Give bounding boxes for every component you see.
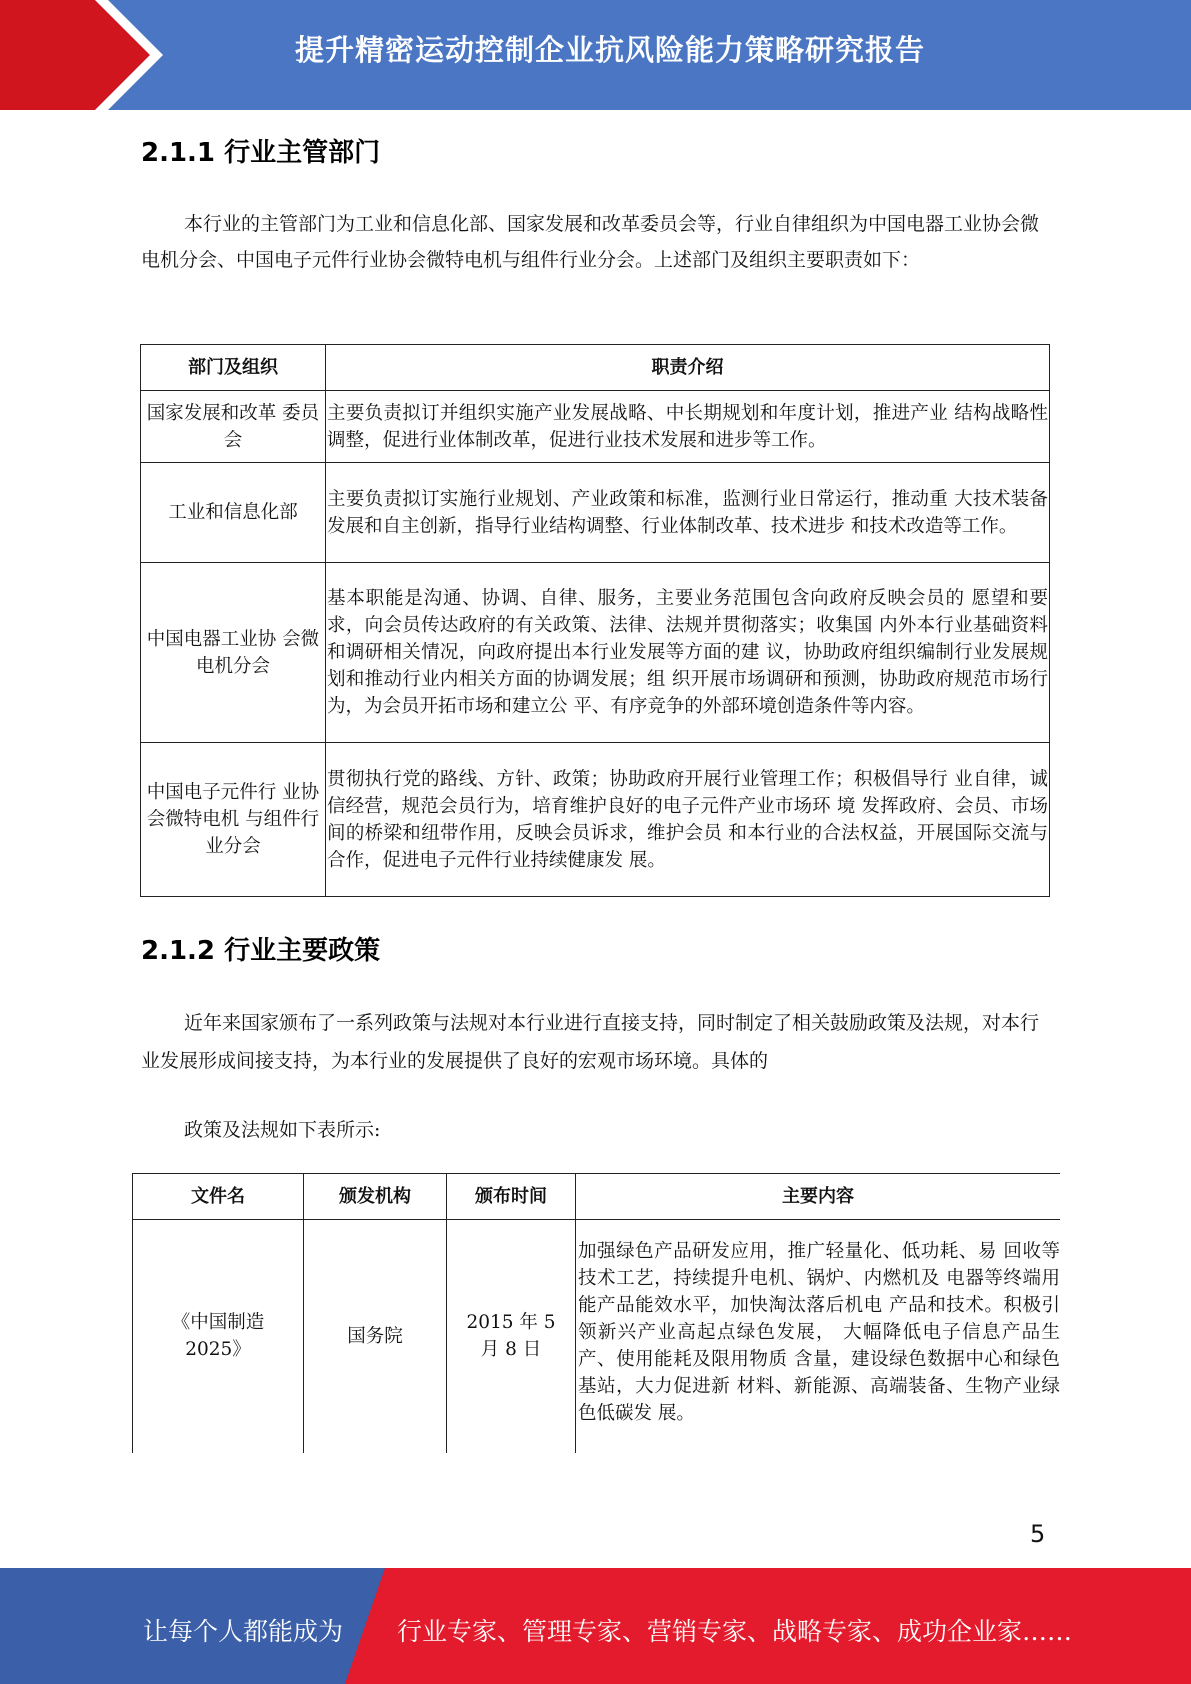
- column-header: 文件名: [133, 1174, 304, 1220]
- footer-slogan-right: 行业专家、管理专家、营销专家、战略专家、成功企业家……: [397, 1617, 1073, 1646]
- desc-cell: 主要负责拟订并组织实施产业发展战略、中长期规划和年度计划，推进产业 结构战略性调整，促进行业体制改革，促进行业技术发展和进步等工作。: [326, 391, 1050, 463]
- org-cell: 国家发展和改革 委员会: [141, 391, 326, 463]
- section2-paragraph: 近年来国家颁布了一系列政策与法规对本行业进行直接支持，同时制定了相关鼓励政策及法规，对本行业发展形成间接支持，为本行业的发展提供了良好的宏观市场环境。具体的: [141, 1012, 1040, 1072]
- table-row: [133, 1220, 1061, 1453]
- policies-table: [132, 1173, 1060, 1453]
- policy-content-cell: 加强绿色产品研发应用，推广轻量化、低功耗、易 回收等技术工艺，持续提升电机、锅炉、内燃机及 电器等终端用能产品能效水平，加快淘汰落后机电 产品和技术。积极引领新兴产业高起点绿色发展， 大幅降低电子信息产品生产、使用能耗及限用物质 含量，建设绿色数据中心和绿色基站，大力促进新 材料、新能源、高端装备、生物产业绿色低碳发 展。: [576, 1220, 1061, 1453]
- column-header: 主要内容: [576, 1174, 1061, 1220]
- header-band: [0, 0, 1191, 110]
- departments-table: [140, 344, 1050, 897]
- org-cell: 中国电子元件行 业协会微特电机 与组件行业分会: [141, 743, 326, 897]
- section-heading-2-1-2: 2.1.2 行业主要政策: [141, 936, 381, 966]
- page-number: 5: [1030, 1520, 1046, 1548]
- desc-cell: 贯彻执行党的路线、方针、政策；协助政府开展行业管理工作；积极倡导行 业自律，诚信经营，规范会员行为，培育维护良好的电子元件产业市场环 境 发挥政府、会员、市场间的桥梁和纽带作用，反映会员诉求，维护会员 和本行业的合法权益，开展国际交流与合作，促进电子元件行业持续健康发 展。: [326, 743, 1050, 897]
- column-header: 颁布时间: [447, 1174, 576, 1220]
- org-cell: 工业和信息化部: [141, 463, 326, 563]
- section-heading-2-1-1: 2.1.1 行业主管部门: [141, 138, 381, 168]
- table-row: [141, 563, 1050, 743]
- report-title: 提升精密运动控制企业抗风险能力策略研究报告: [294, 33, 925, 67]
- footer-slogan-left: 让每个人都能成为: [143, 1617, 344, 1646]
- table-header-row: [141, 345, 1050, 391]
- policy-name-cell: 《中国制造 2025》: [133, 1220, 304, 1453]
- table-row: [141, 743, 1050, 897]
- desc-cell: 基本职能是沟通、协调、自律、服务，主要业务范围包含向政府反映会员的 愿望和要求，向会员传达政府的有关政策、法律、法规并贯彻落实；收集国 内外本行业基础资料和调研相关情况，向政府提出本行业发展等方面的建 议，协助政府组织编制行业发展规划和推动行业内相关方面的协调发展；组 织开展市场调研和预测，协助政府规范市场行为，为会员开拓市场和建立公 平、有序竞争的外部环境创造条件等内容。: [326, 563, 1050, 743]
- column-header: 部门及组织: [141, 345, 326, 391]
- policy-agency-cell: 国务院: [304, 1220, 447, 1453]
- table-row: [141, 391, 1050, 463]
- org-cell: 中国电器工业协 会微电机分会: [141, 563, 326, 743]
- section1-paragraph: 本行业的主管部门为工业和信息化部、国家发展和改革委员会等，行业自律组织为中国电器工业协会微电机分会、中国电子元件行业协会微特电机与组件行业分会。上述部门及组织主要职责如下：: [141, 213, 1040, 271]
- column-header: 职责介绍: [326, 345, 1050, 391]
- column-header: 颁发机构: [304, 1174, 447, 1220]
- desc-cell: 主要负责拟订实施行业规划、产业政策和标准，监测行业日常运行，推动重 大技术装备发展和自主创新，指导行业结构调整、行业体制改革、技术进步 和技术改造等工作。: [326, 463, 1050, 563]
- table-row: [141, 463, 1050, 563]
- policy-date-cell: 2015 年 5 月 8 日: [447, 1220, 576, 1453]
- section2-table-intro: 政策及法规如下表所示:: [184, 1119, 381, 1141]
- table-header-row: [133, 1174, 1061, 1220]
